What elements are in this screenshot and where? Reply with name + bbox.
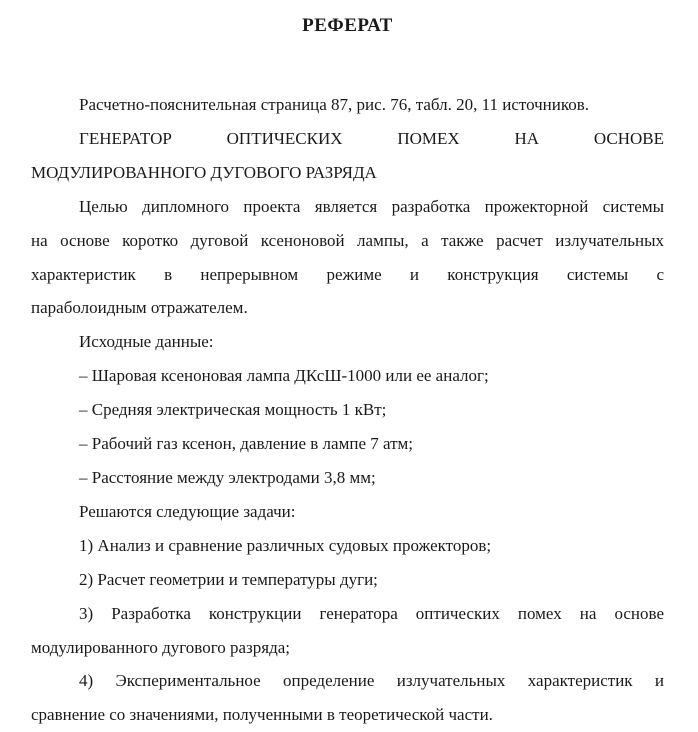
text-line: Расчетно-пояснительная страница 87, рис. 76, табл. 20, 11 источников. (79, 95, 590, 114)
text-line: 2) Расчет геометрии и температуры дуги; (79, 569, 378, 589)
text-line: на основе коротко дуговой ксеноновой лампы, а также расчет излучательных (31, 230, 664, 250)
text-line: 4) Экспериментальное определение излучательных характеристик и (79, 671, 664, 691)
text-line: сравнение со значениями, полученными в теоретической части. (31, 705, 493, 725)
document-title: РЕФЕРАТ (302, 15, 393, 36)
text-line: Целью дипломного проекта является разработка прожекторной системы (79, 196, 664, 216)
text-line: 1) Анализ и сравнение различных судовых прожекторов; (79, 535, 492, 555)
text-line: – Расстояние между электродами 3,8 мм; (79, 467, 376, 487)
text-line: МОДУЛИРОВАННОГО ДУГОВОГО РАЗРЯДА (31, 162, 377, 182)
document-body (31, 88, 664, 732)
text-line: ГЕНЕРАТОР ОПТИЧЕСКИХ ПОМЕХ НА ОСНОВЕ (79, 128, 664, 148)
text-line: Исходные данные: (79, 332, 214, 352)
text-line: параболоидным отражателем. (31, 298, 248, 318)
text-line: – Шаровая ксеноновая лампа ДКсШ-1000 или ее аналог; (79, 366, 489, 386)
text-line: 3) Разработка конструкции генератора оптических помех на основе (79, 603, 664, 623)
text-line: Решаются следующие задачи: (79, 501, 296, 521)
text-line: – Рабочий газ ксенон, давление в лампе 7 атм; (79, 434, 414, 454)
text-line: – Средняя электрическая мощность 1 кВт; (79, 400, 387, 420)
text-line: модулированного дугового разряда; (31, 637, 291, 657)
text-line: характеристик в непрерывном режиме и конструкция системы с (31, 264, 664, 284)
